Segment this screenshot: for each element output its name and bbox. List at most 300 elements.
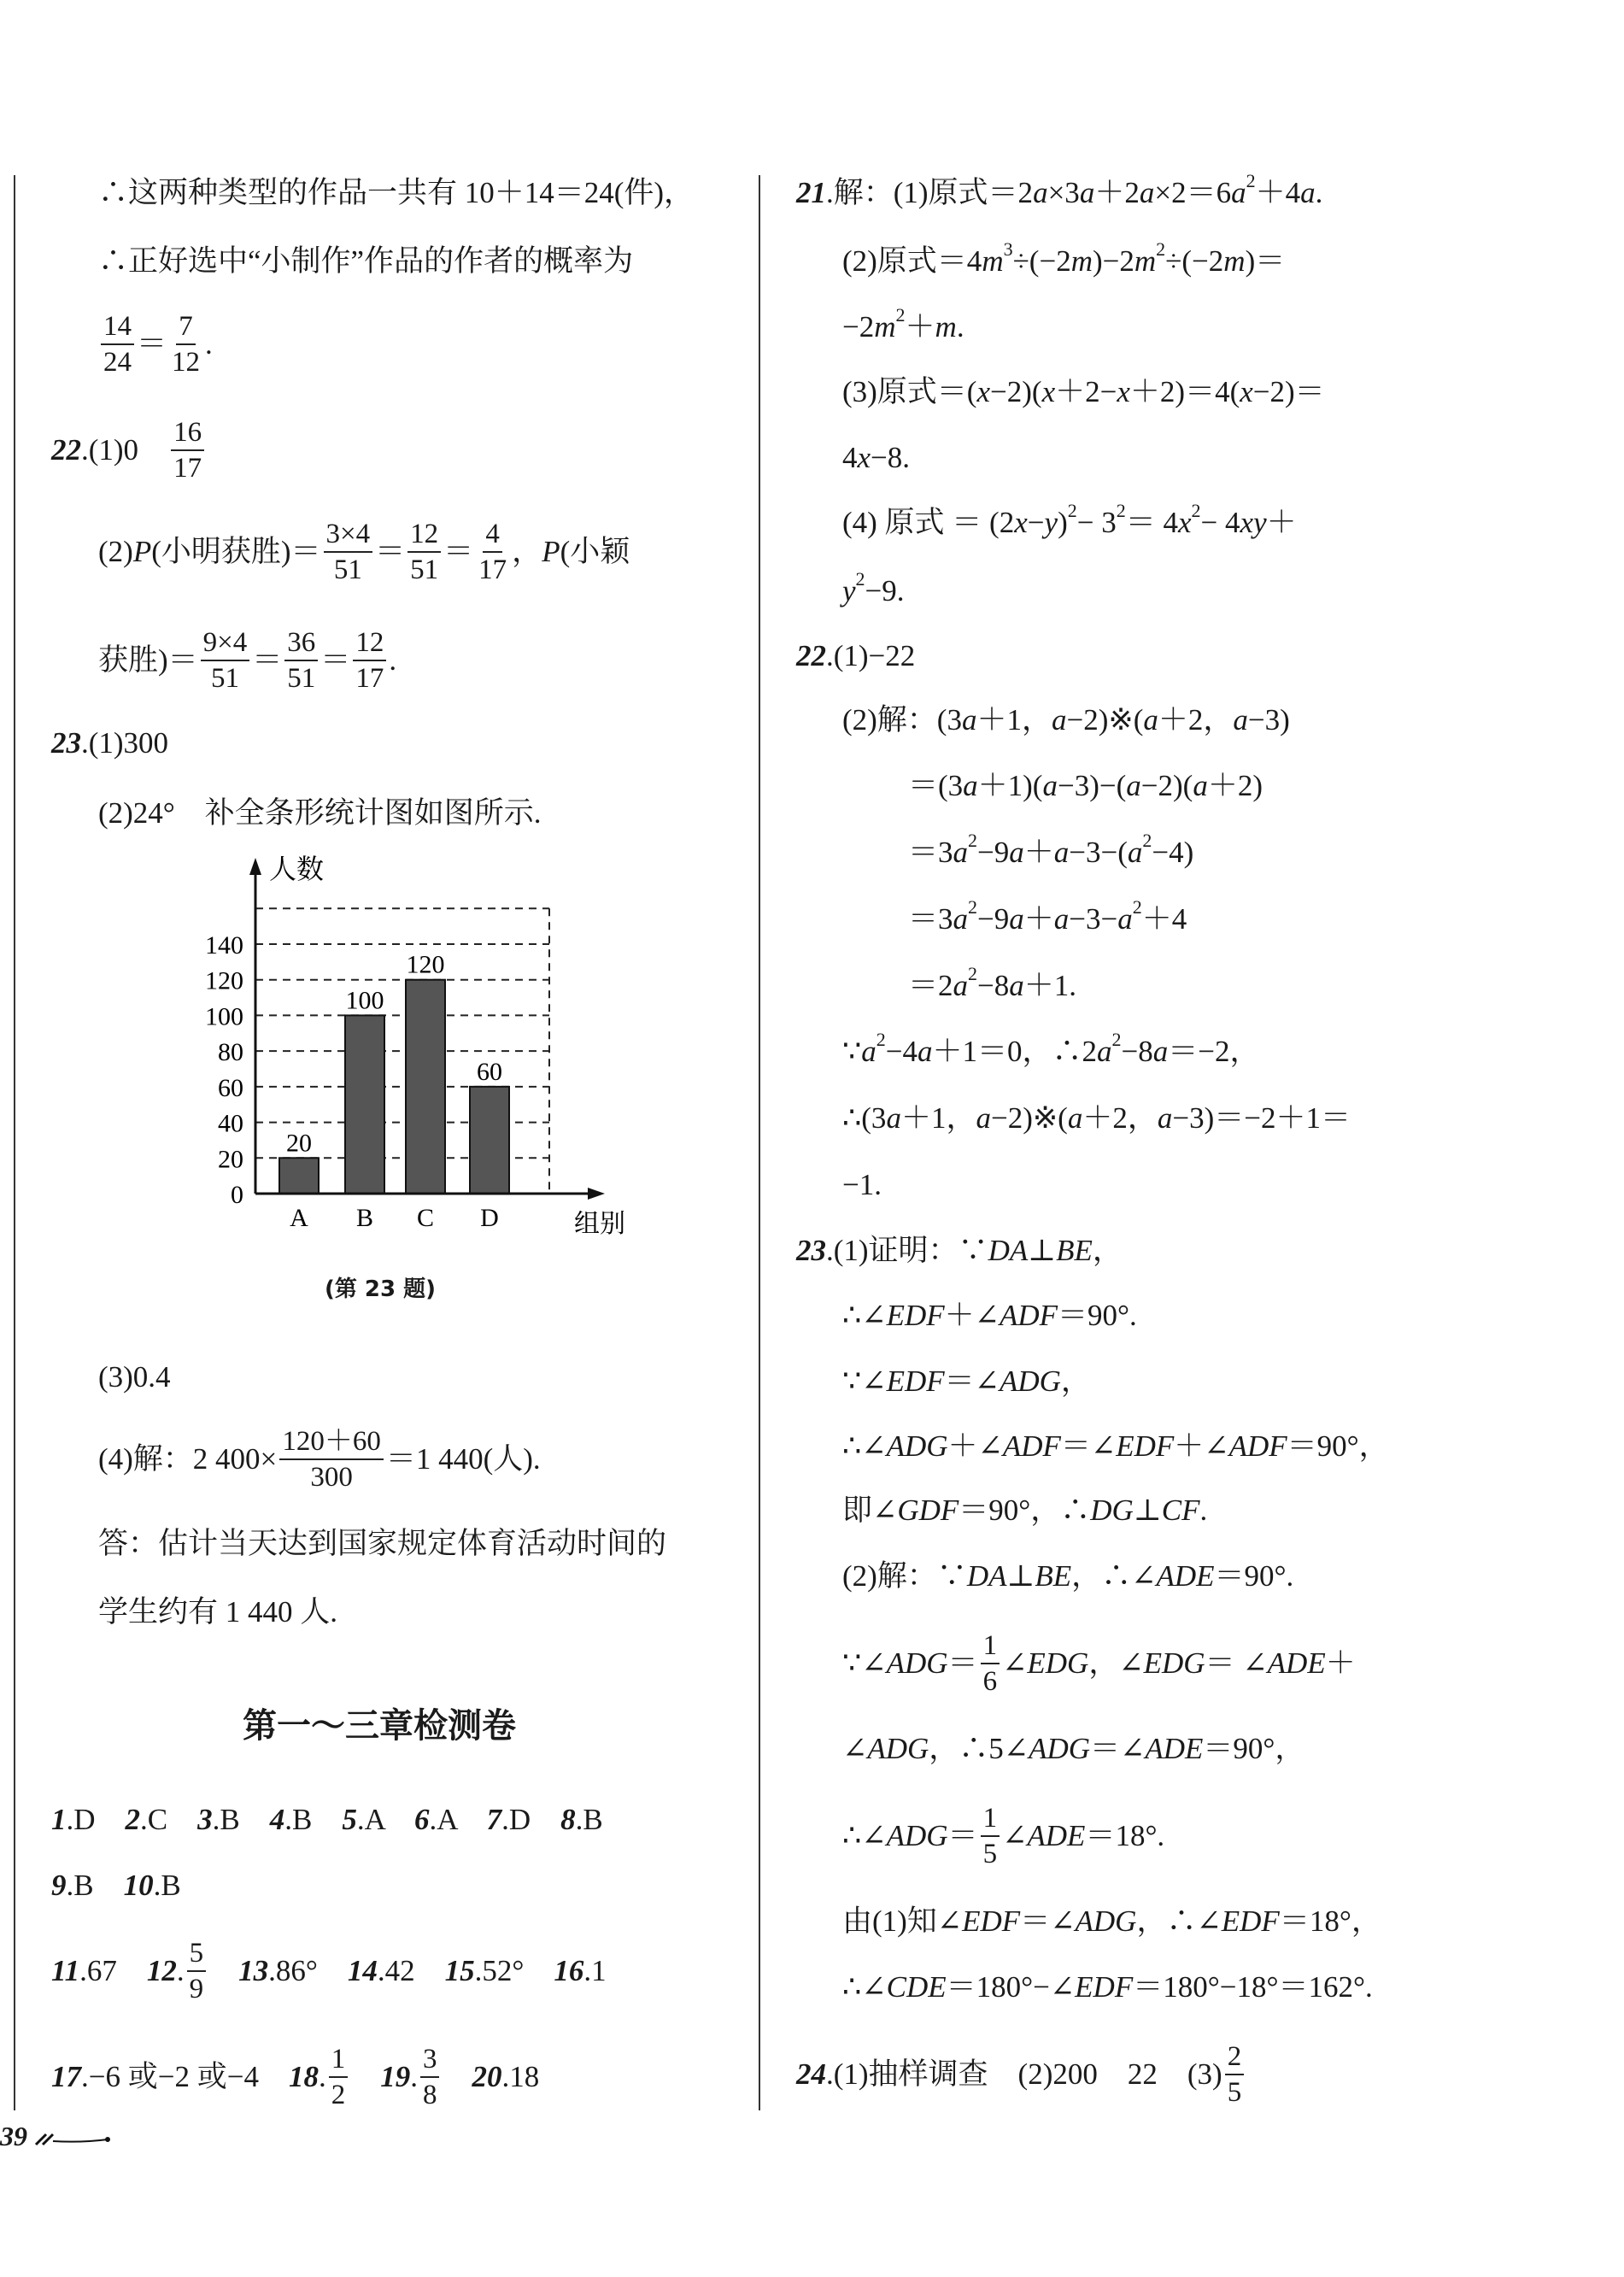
math-variable: ADE	[1267, 1646, 1326, 1680]
text-segment: ×2＝6	[1154, 176, 1232, 209]
text-segment: ，∠	[1088, 1646, 1144, 1680]
math-variable: m	[1070, 244, 1093, 278]
fraction-denominator: 51	[410, 555, 439, 585]
math-variable: DG	[1090, 1494, 1134, 1527]
left-line-row	[98, 311, 213, 378]
right-line-row	[842, 1966, 1373, 2009]
text-segment: ×3	[1047, 176, 1080, 209]
text-segment: ＝∠	[1020, 1904, 1076, 1938]
math-variable: ADE	[1145, 1732, 1204, 1765]
text-segment: (4)解：2 400×	[98, 1442, 278, 1476]
math-variable: a	[953, 969, 969, 1002]
right-line-row	[908, 965, 1076, 1007]
text-segment: 即∠	[842, 1494, 898, 1527]
math-variable: a	[1042, 769, 1058, 802]
math-variable: a	[861, 1035, 876, 1068]
page-swoosh-icon	[34, 2131, 111, 2148]
math-variable: a	[961, 703, 977, 737]
text-segment: ＝	[320, 643, 351, 677]
math-variable: ADG	[999, 1364, 1061, 1398]
text-segment: −2)※(	[990, 1101, 1068, 1135]
fraction	[171, 415, 204, 485]
text-segment: .B	[212, 1803, 270, 1836]
text-segment: −9.	[865, 574, 905, 607]
text-segment: ＝	[137, 327, 167, 361]
math-variable: ADE	[1027, 1819, 1086, 1852]
left-line-row	[98, 172, 694, 214]
math-variable: GDF	[897, 1494, 959, 1527]
x-axis-arrow-icon	[588, 1188, 605, 1200]
text-segment: ＋2	[1094, 176, 1140, 209]
text-segment: ∵∠	[842, 1364, 887, 1398]
y-tick-label: 0	[231, 1181, 243, 1209]
text-segment: .86°	[268, 1954, 348, 1987]
math-variable: ADF	[1002, 1429, 1061, 1463]
math-variable: a	[1051, 703, 1067, 737]
math-variable: EDG	[1027, 1646, 1089, 1680]
text-segment: ＝	[375, 535, 406, 568]
fraction-numerator: 4	[483, 517, 502, 553]
text-segment: .18	[501, 2060, 540, 2093]
question-number: 23	[51, 726, 81, 760]
math-variable: ADG	[1075, 1904, 1137, 1938]
text-segment: ∠	[1002, 1819, 1028, 1852]
superscript: 2	[1132, 896, 1142, 918]
left-line-row	[98, 240, 633, 283]
math-variable: x	[857, 441, 871, 474]
text-segment: ＝90°，	[1287, 1429, 1389, 1463]
fraction-numerator: 1	[329, 2042, 349, 2078]
math-variable: a	[1126, 769, 1141, 802]
question-number: 13	[238, 1954, 269, 1987]
text-segment: .	[956, 310, 964, 343]
left-line-row	[98, 792, 542, 835]
fraction-denominator: 300	[310, 1462, 353, 1493]
right-line-row	[842, 306, 964, 349]
text-segment: ∴(3	[842, 1101, 887, 1135]
text-segment: − 3	[1076, 506, 1117, 539]
text-segment: ，	[1060, 1364, 1091, 1398]
text-segment: ＝1 440(人).	[385, 1442, 541, 1476]
superscript: 2	[876, 1029, 886, 1050]
y-tick-label: 100	[205, 1002, 243, 1031]
superscript: 2	[1156, 238, 1166, 260]
text-segment: ＋4	[1255, 176, 1301, 209]
question-number: 23	[796, 1234, 826, 1267]
text-segment	[442, 2056, 472, 2098]
fraction-numerator: 9×4	[201, 625, 250, 661]
text-segment: .(1)−22	[826, 639, 916, 672]
text-segment: ＝	[947, 1646, 978, 1680]
fraction-denominator: 17	[355, 663, 384, 694]
x-tick-label: B	[355, 1204, 374, 1232]
page-number-text: 39	[0, 2121, 27, 2151]
text-segment: −	[1027, 506, 1045, 539]
math-variable: x	[1240, 375, 1253, 408]
math-variable: EDF	[1116, 1429, 1175, 1463]
superscript: 3	[1003, 238, 1013, 260]
text-segment: ＝(3	[908, 769, 964, 802]
math-variable: a	[1009, 836, 1024, 869]
math-variable: a	[1117, 902, 1133, 936]
fraction-numerator: 1	[981, 1801, 1000, 1837]
text-segment: −8	[1121, 1035, 1153, 1068]
text-segment: (2)解：(3	[842, 703, 962, 737]
text-segment: .A	[429, 1803, 487, 1836]
right-line-row	[842, 1630, 1356, 1697]
math-variable: x	[1014, 506, 1028, 539]
text-segment: ，	[512, 535, 542, 568]
math-variable: ADG	[1029, 1732, 1091, 1765]
text-segment: .(1)300	[81, 726, 169, 760]
text-segment: −9	[977, 902, 1010, 936]
math-variable: a	[953, 836, 969, 869]
text-segment: (3)0.4	[98, 1360, 171, 1394]
right-line-row	[842, 1803, 1165, 1869]
text-segment: ＝90°，	[1203, 1732, 1305, 1765]
right-line-row	[842, 371, 1325, 414]
text-segment: −2)※(	[1066, 703, 1144, 737]
text-segment: ∴正好选中“小制作”作品的作者的概率为	[98, 244, 634, 278]
math-variable: a	[1300, 176, 1316, 209]
right-line-row	[908, 898, 1187, 941]
math-variable: ADE	[1156, 1559, 1215, 1593]
math-variable: x	[1117, 375, 1130, 408]
math-variable: P	[542, 535, 560, 568]
fraction	[187, 1936, 207, 2006]
math-variable: ADF	[1228, 1429, 1287, 1463]
y-tick-label: 20	[218, 1145, 243, 1174]
text-segment: .C	[140, 1803, 198, 1836]
text-segment: ＋∠	[944, 1299, 1000, 1332]
superscript: 2	[895, 304, 906, 326]
text-segment: −8.	[871, 441, 911, 474]
text-segment: .D	[66, 1803, 126, 1836]
text-segment: ＋2，	[1158, 703, 1234, 737]
left-line-row	[51, 1938, 607, 2004]
fraction-numerator: 1	[981, 1629, 1000, 1664]
text-segment: ＝	[443, 535, 474, 568]
math-variable: CDE	[886, 1970, 947, 2004]
text-segment: ，∴∠	[1071, 1559, 1157, 1593]
text-segment: (4) 原式 ＝ (2	[842, 506, 1015, 539]
x-tick-label: A	[290, 1204, 308, 1232]
fraction-numerator: 3	[420, 2042, 440, 2078]
fraction-denominator: 5	[1227, 2077, 1242, 2108]
question-number: 17	[51, 2060, 81, 2093]
text-segment: ＝∠	[1060, 1429, 1117, 1463]
superscript: 2	[1142, 830, 1152, 851]
fraction-numerator: 7	[176, 309, 196, 345]
text-segment: .1	[583, 1954, 607, 1987]
question-number: 24	[796, 2057, 826, 2091]
text-segment: ＝90°.	[1058, 1299, 1137, 1332]
math-variable: EDF	[1221, 1904, 1280, 1938]
text-segment: ∴这两种类型的作品一共有 10＋14＝24(件)，	[98, 176, 695, 209]
math-variable: x	[976, 375, 991, 408]
text-segment: .52°	[474, 1954, 554, 1987]
fraction	[101, 309, 134, 379]
fraction-numerator: 36	[284, 625, 318, 661]
bar-chart	[171, 837, 854, 1265]
math-variable: EDF	[962, 1904, 1021, 1938]
question-number: 14	[347, 1954, 378, 1987]
text-segment: (2)解：∵	[842, 1559, 967, 1593]
text-segment: .B	[66, 1869, 124, 1902]
math-variable: a	[976, 1101, 991, 1135]
math-variable: a	[1139, 176, 1155, 209]
data-label: 60	[477, 1057, 502, 1086]
fraction-denominator: 17	[478, 555, 507, 585]
y-tick-label: 40	[218, 1109, 243, 1138]
left-line-row	[51, 1799, 603, 1841]
text-segment: )−2	[1092, 244, 1134, 278]
fraction	[201, 625, 250, 695]
text-segment: ，∴5∠	[929, 1732, 1029, 1765]
text-segment	[208, 1950, 238, 1992]
y-axis-arrow-icon	[249, 858, 261, 875]
text-segment: .(1)抽样调查 (2)200 22 (3)	[826, 2057, 1222, 2091]
math-variable: EDG	[1143, 1646, 1205, 1680]
right-line-row	[796, 172, 1322, 214]
text-segment: (小明获胜)＝	[151, 535, 321, 568]
right-line-row	[908, 765, 1263, 807]
fraction	[284, 625, 318, 695]
text-segment: 4	[842, 441, 858, 474]
superscript: 2	[1116, 500, 1126, 521]
text-segment: ＋2)	[1207, 769, 1263, 802]
bar-B	[345, 1015, 384, 1194]
math-variable: a	[1033, 176, 1048, 209]
fraction-numerator: 14	[101, 309, 134, 345]
left-line-row	[51, 722, 168, 765]
left-margin-rule	[14, 175, 15, 2110]
math-variable: P	[132, 535, 152, 568]
right-line-row	[842, 502, 1297, 544]
question-number: 3	[197, 1803, 213, 1836]
math-variable: BE	[1056, 1234, 1093, 1267]
text-segment: ＋4	[1141, 902, 1187, 936]
text-segment: ⊥	[1006, 1559, 1035, 1593]
text-segment: .B	[575, 1803, 603, 1836]
question-number: 10	[123, 1869, 154, 1902]
left-line-row	[98, 1356, 171, 1399]
text-segment: ∴∠	[842, 1429, 887, 1463]
text-segment: .D	[501, 1803, 561, 1836]
text-segment: ＝180°−18°＝162°.	[1133, 1970, 1373, 2004]
math-variable: a	[1157, 1101, 1173, 1135]
text-segment: ＋	[905, 310, 935, 343]
text-segment: ÷(−2	[1012, 244, 1071, 278]
math-variable: m	[982, 244, 1004, 278]
question-number: 1	[51, 1803, 67, 1836]
math-variable: a	[1097, 1035, 1112, 1068]
text-segment: ＝∠	[1090, 1732, 1146, 1765]
text-segment: ＋	[1023, 836, 1054, 869]
text-segment: −2)(	[1140, 769, 1193, 802]
math-variable: a	[1143, 703, 1158, 737]
text-segment: .解：(1)原式＝2	[826, 176, 1034, 209]
math-variable: a	[1079, 176, 1095, 209]
text-segment: −4)	[1152, 836, 1194, 869]
text-segment: (2)24° 补全条形统计图如图所示.	[98, 796, 542, 830]
right-line-row	[842, 240, 1285, 283]
right-line-row	[842, 570, 905, 613]
math-variable: a	[1009, 969, 1024, 1002]
question-number: 20	[472, 2060, 502, 2093]
text-segment: − 4	[1200, 506, 1240, 539]
math-variable: a	[1067, 1101, 1083, 1135]
text-segment: ＋	[1023, 902, 1054, 936]
text-segment: .	[176, 1954, 185, 1987]
superscript: 2	[968, 896, 978, 918]
math-variable: a	[963, 769, 978, 802]
data-label: 20	[286, 1129, 312, 1158]
text-segment: .B	[153, 1869, 181, 1902]
text-segment: 由(1)知∠	[842, 1904, 963, 1938]
text-segment: −3−	[1069, 902, 1118, 936]
text-segment: ＝3	[908, 902, 953, 936]
right-line-row	[842, 1360, 1091, 1403]
fraction	[407, 517, 441, 587]
y-tick-label: 140	[205, 931, 243, 960]
right-line-row	[842, 1030, 1260, 1073]
text-segment: .	[318, 2060, 326, 2093]
text-segment: −3)−(	[1057, 769, 1127, 802]
bar-C	[406, 980, 445, 1194]
math-variable: a	[1127, 836, 1143, 869]
text-segment: .B	[284, 1803, 343, 1836]
question-number: 4	[269, 1803, 285, 1836]
right-line-row	[842, 699, 1290, 742]
text-segment: −9	[977, 836, 1010, 869]
superscript: 2	[1246, 170, 1256, 191]
x-tick-label: D	[480, 1204, 499, 1232]
fraction-numerator: 12	[407, 517, 441, 553]
bar-D	[470, 1087, 509, 1194]
text-segment: ∴∠	[842, 1970, 887, 2004]
fraction	[279, 1424, 384, 1494]
fraction	[981, 1801, 1000, 1871]
fraction-numerator: 2	[1225, 2039, 1245, 2075]
superscript: 2	[968, 963, 978, 984]
text-segment: ＝90°，∴	[959, 1494, 1091, 1527]
question-number: 7	[486, 1803, 502, 1836]
text-segment: ＋2−	[1055, 375, 1117, 408]
y-tick-label: 60	[218, 1073, 243, 1102]
math-variable: a	[1231, 176, 1246, 209]
text-segment: )＝	[1245, 244, 1286, 278]
math-variable: a	[918, 1035, 933, 1068]
text-segment: ＋1，	[976, 703, 1052, 737]
superscript: 2	[1191, 500, 1201, 521]
text-segment: ＋1，	[900, 1101, 976, 1135]
text-segment: ，∴∠	[1136, 1904, 1222, 1938]
fraction-denominator: 24	[103, 347, 132, 378]
left-line-row	[51, 417, 207, 484]
text-segment: .	[1199, 1494, 1208, 1527]
fraction-denominator: 17	[173, 453, 202, 484]
math-variable: a	[1053, 902, 1070, 936]
text-segment: ＝	[947, 1819, 978, 1852]
text-segment: ⊥	[1133, 1494, 1162, 1527]
text-segment: ÷(−2	[1165, 244, 1224, 278]
text-segment: −3−(	[1069, 836, 1128, 869]
left-line-row	[51, 1864, 181, 1907]
superscript: 2	[1111, 1029, 1122, 1050]
math-variable: y	[842, 574, 856, 607]
text-segment: ＝3	[908, 836, 953, 869]
question-number: 5	[342, 1803, 357, 1836]
text-segment: .67	[79, 1954, 147, 1987]
chart-caption: (第 23 题)	[325, 1276, 437, 1302]
text-segment: −8	[977, 969, 1010, 1002]
text-segment: ，	[1092, 1234, 1123, 1267]
right-line-row	[842, 437, 910, 479]
fraction-numerator: 5	[187, 1936, 207, 1972]
text-segment: .	[389, 643, 397, 677]
fraction-denominator: 51	[333, 555, 362, 585]
question-number: 2	[125, 1803, 141, 1836]
question-number: 22	[796, 639, 826, 672]
math-variable: ADF	[999, 1299, 1058, 1332]
text-segment: ⊥	[1028, 1234, 1057, 1267]
superscript: 2	[855, 568, 865, 590]
right-line-row	[842, 1900, 1381, 1943]
right-line-row	[796, 635, 915, 678]
text-segment: (2)原式＝4	[842, 244, 982, 278]
question-number: 18	[288, 2060, 319, 2093]
text-segment: ＝∠	[944, 1364, 1000, 1398]
left-line-row	[98, 519, 630, 585]
data-label: 100	[345, 986, 384, 1015]
text-segment: ＋1＝0，∴2	[932, 1035, 1098, 1068]
fraction-denominator: 2	[331, 2080, 346, 2110]
text-segment: (2)	[98, 535, 133, 568]
fraction-denominator: 5	[982, 1839, 998, 1869]
fraction	[981, 1629, 1000, 1699]
text-segment: ＋1.	[1023, 969, 1077, 1002]
right-line-row	[842, 1294, 1137, 1337]
text-segment: .	[410, 2060, 418, 2093]
question-number: 12	[146, 1954, 177, 1987]
fraction-numerator: 3×4	[324, 517, 373, 553]
math-variable: y	[1044, 506, 1058, 539]
math-variable: ADG	[867, 1732, 929, 1765]
math-variable: x	[1041, 375, 1056, 408]
text-segment: −1.	[842, 1168, 882, 1201]
text-segment: −3)	[1247, 703, 1290, 737]
y-tick-label: 80	[218, 1038, 243, 1067]
text-segment: −4	[885, 1035, 918, 1068]
y-tick-label: 120	[205, 966, 243, 995]
right-line-row	[842, 1097, 1351, 1140]
question-number: 21	[796, 176, 826, 209]
fraction	[420, 2042, 440, 2112]
question-number: 22	[51, 433, 81, 467]
text-segment: ∵	[842, 1035, 862, 1068]
question-number: 19	[380, 2060, 411, 2093]
text-segment: −3)＝−2＋1＝	[1172, 1101, 1351, 1135]
text-segment: −2)＝	[1252, 375, 1325, 408]
math-variable: EDF	[886, 1299, 945, 1332]
fraction	[169, 309, 202, 379]
question-number: 15	[444, 1954, 475, 1987]
fraction-numerator: 12	[353, 625, 386, 661]
fraction	[353, 625, 386, 695]
data-label: 120	[406, 950, 445, 979]
text-segment: ＋∠	[1174, 1429, 1229, 1463]
